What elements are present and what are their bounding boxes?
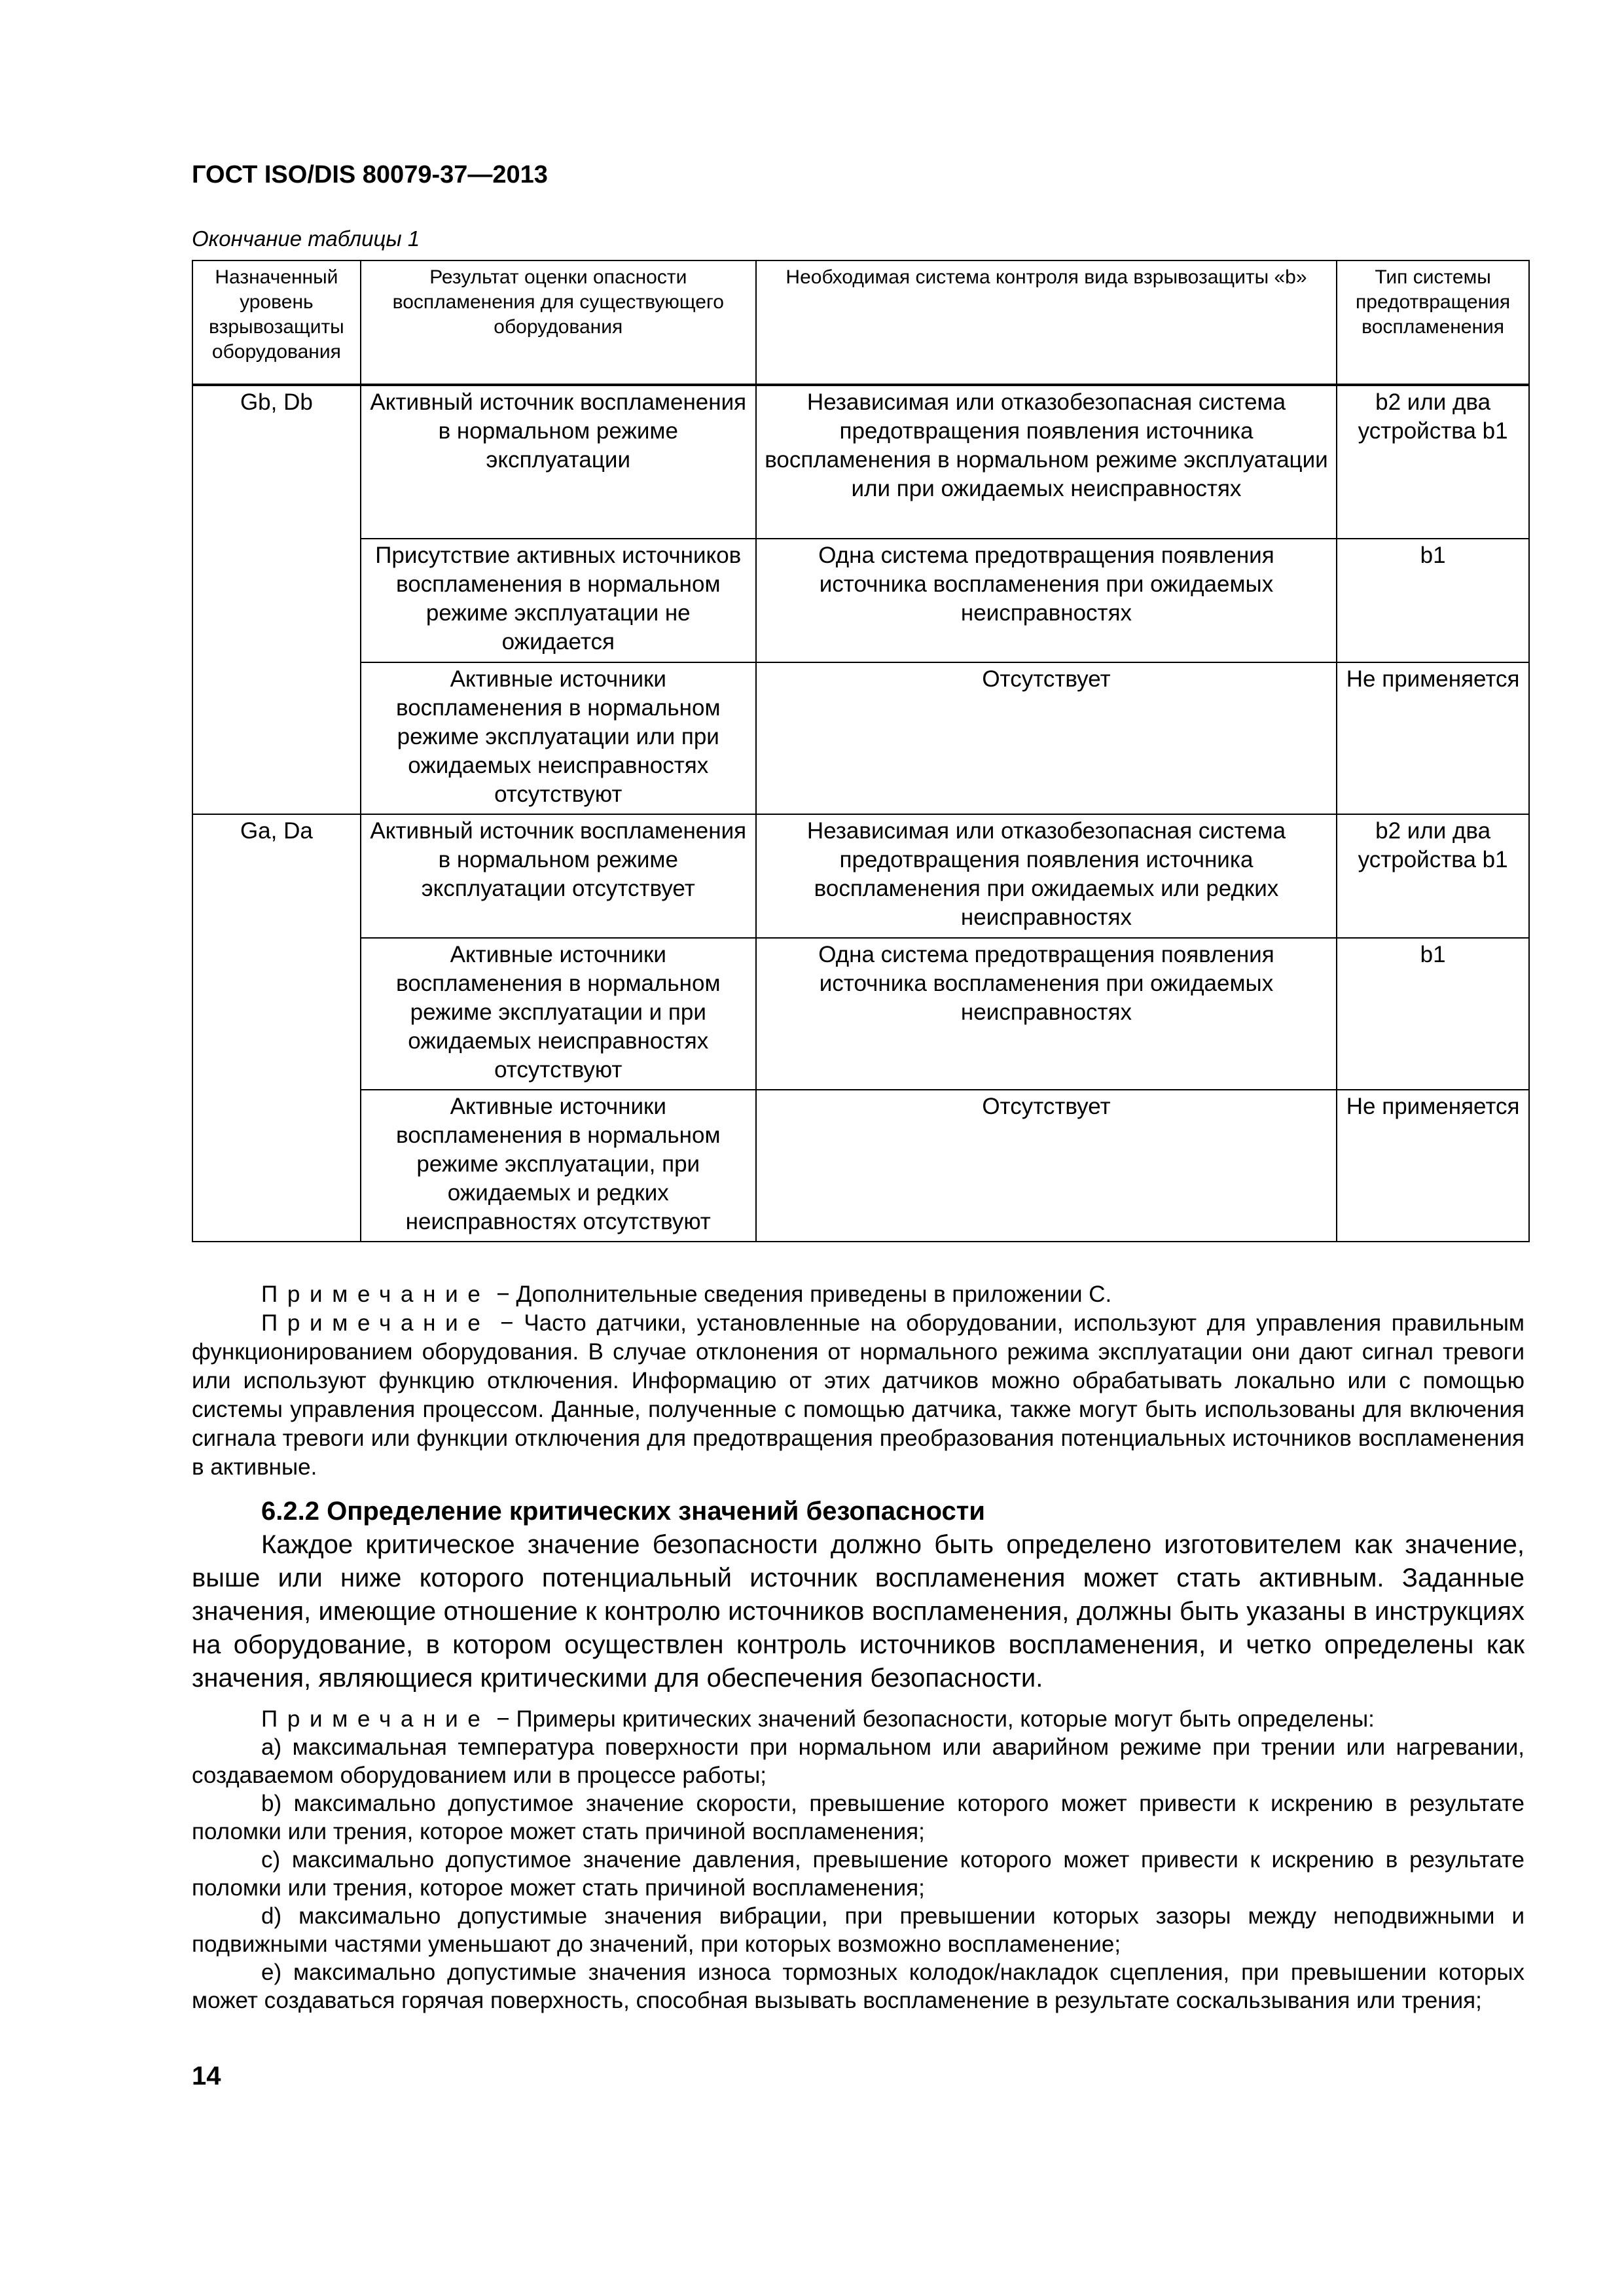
examples-note <box>192 1705 1525 2015</box>
note-2 <box>192 1309 1525 1482</box>
control-system-cell: Одна система предотвращения появления источника воспламенения при ожидаемых неисправностях <box>756 938 1337 1090</box>
list-item: a) максимальная температура поверхности при нормальном или аварийном режиме при трении или нагревании, создаваемом оборудованием или в процессе работы; <box>192 1734 1525 1788</box>
assessment-cell: Активный источник воспламенения в нормальном режиме эксплуатации отсутствует <box>361 814 756 938</box>
control-system-cell: Независимая или отказобезопасная система предотвращения появления источника воспламенения при ожидаемых или редких неисправностях <box>756 814 1337 938</box>
table-row <box>192 1090 1529 1242</box>
protection-level-cell-continued <box>192 662 361 814</box>
table-caption: Окончание таблицы 1 <box>192 226 420 251</box>
assessment-cell: Активные источники воспламенения в нормальном режиме эксплуатации, при ожидаемых и редких неисправностях отсутствуют <box>361 1090 756 1242</box>
note-text: − Часто датчики, установленные на оборудовании, используют для управления правильным функционированием оборудования. В случае отклонения от нормального режима эксплуатации они дают сигнал тревоги или используют функцию отключения. Информацию от этих датчиков можно обрабатывать локально или с помощью системы управления процессом. Данные, полученные с помощью датчика, также могут быть использованы для включения сигнала тревоги или функции отключения для предотвращения преобразования потенциальных источников воспламенения в активные. <box>192 1310 1525 1480</box>
note-label: Примечание <box>261 1282 490 1307</box>
assessment-cell: Активные источники воспламенения в нормальном режиме эксплуатации или при ожидаемых неисправностях отсутствуют <box>361 662 756 814</box>
list-item: e) максимально допустимые значения износа тормозных колодок/накладок сцепления, при превышении которых может создаваться горячая поверхность, способная вызывать воспламенение в результате соскальзывания или трения; <box>192 1960 1525 2013</box>
table-row <box>192 662 1529 814</box>
control-system-cell: Одна система предотвращения появления источника воспламенения при ожидаемых неисправностях <box>756 539 1337 662</box>
control-system-cell: Отсутствует <box>756 1090 1337 1242</box>
section-body <box>192 1528 1525 1695</box>
section-heading: 6.2.2 Определение критических значений безопасности <box>261 1497 985 1526</box>
table-row <box>192 814 1529 938</box>
note-text: − Дополнительные сведения приведены в приложении С. <box>490 1282 1112 1307</box>
examples-intro <box>192 1705 1525 1733</box>
assessment-cell: Активные источники воспламенения в нормальном режиме эксплуатации и при ожидаемых неисправностях отсутствуют <box>361 938 756 1090</box>
system-type-cell: b1 <box>1337 938 1529 1090</box>
assessment-cell: Активный источник воспламенения в нормальном режиме эксплуатации <box>361 385 756 539</box>
protection-level-cell-continued <box>192 1090 361 1242</box>
header-assessment-result: Результат оценки опасности воспламенения для существующего оборудования <box>361 260 756 385</box>
protection-level-cell: Gb, Db <box>192 385 361 539</box>
assessment-cell: Присутствие активных источников воспламенения в нормальном режиме эксплуатации не ожидается <box>361 539 756 662</box>
page-number: 14 <box>192 2062 221 2090</box>
list-item: d) максимально допустимые значения вибрации, при превышении которых зазоры между неподвижными и подвижными частями уменьшают до значений, при которых возможно воспламенение; <box>192 1903 1525 1957</box>
protection-level-cell-continued <box>192 938 361 1090</box>
note-1 <box>192 1280 1525 1309</box>
table-header-row <box>192 260 1529 385</box>
system-type-cell: Не применяется <box>1337 1090 1529 1242</box>
control-system-cell: Отсутствует <box>756 662 1337 814</box>
protection-level-cell-continued <box>192 539 361 662</box>
note-label: Примечание <box>261 1310 490 1336</box>
note-text: − Примеры критических значений безопасности, которые могут быть определены: <box>490 1706 1375 1732</box>
header-protection-level: Назначенный уровень взрывозащиты оборудования <box>192 260 361 385</box>
document-header: ГОСТ ISO/DIS 80079-37—2013 <box>192 161 548 188</box>
system-type-cell: b2 или два устройства b1 <box>1337 814 1529 938</box>
table-row <box>192 385 1529 539</box>
table-row <box>192 539 1529 662</box>
header-control-system: Необходимая система контроля вида взрывозащиты «b» <box>756 260 1337 385</box>
section-paragraph: Каждое критическое значение безопасности должно быть определено изготовителем как значение, выше или ниже которого потенциальный источник воспламенения может стать активным. Заданные значения, имеющие отношение к контролю источников воспламенения, должны быть указаны в инструкциях на оборудование, в котором осуществлен контроль источников воспламенения, и четко определены как значения, являющиеся критическими для обеспечения безопасности. <box>192 1530 1525 1693</box>
list-item: c) максимально допустимое значение давления, превышение которого может привести к искрению в результате поломки или трения, которое может стать причиной воспламенения; <box>192 1847 1525 1901</box>
list-item: b) максимально допустимое значение скорости, превышение которого может привести к искрению в результате поломки или трения, которое может стать причиной воспламенения; <box>192 1791 1525 1844</box>
control-system-cell: Независимая или отказобезопасная система предотвращения появления источника воспламенения в нормальном режиме эксплуатации или при ожидаемых неисправностях <box>756 385 1337 539</box>
protection-table <box>192 260 1530 1242</box>
system-type-cell: b2 или два устройства b1 <box>1337 385 1529 539</box>
system-type-cell: b1 <box>1337 539 1529 662</box>
note-label: Примечание <box>261 1706 490 1732</box>
table-row <box>192 938 1529 1090</box>
table-notes <box>192 1280 1525 1482</box>
protection-level-cell: Ga, Da <box>192 814 361 938</box>
header-system-type: Тип системы предотвращения воспламенения <box>1337 260 1529 385</box>
system-type-cell: Не применяется <box>1337 662 1529 814</box>
